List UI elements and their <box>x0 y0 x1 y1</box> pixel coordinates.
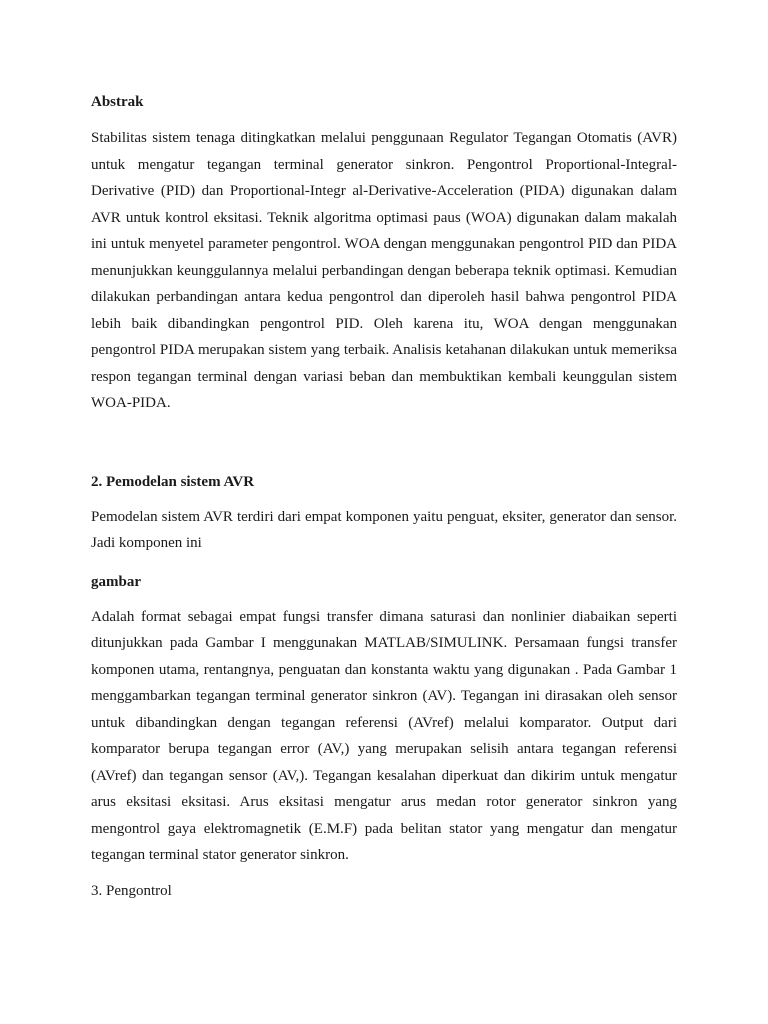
section-2-body: Adalah format sebagai empat fungsi transfer dimana saturasi dan nonlinier diabaikan seperti ditunjukkan pada Gambar I menggunakan MATLAB/SIMULINK. Persamaan fungsi transfer komponen utama, rentangnya, penguatan dan konstanta waktu yang digunakan . Pada Gambar 1 menggambarkan tegangan terminal generator sinkron (AV). Tegangan ini dirasakan oleh sensor untuk dibandingkan dengan tegangan referensi (AVref) melalui komparator. Output dari komparator berupa tegangan error (AV,) yang merupakan selisih antara tegangan referensi (AVref) dan tegangan sensor (AV,). Tegangan kesalahan diperkuat dan dikirim untuk mengatur arus eksitasi eksitasi. Arus eksitasi mengatur arus medan rotor generator sinkron yang mengontrol gaya elektromagnetik (E.M.F) pada belitan stator yang mengatur dan mengatur tegangan terminal stator generator sinkron. <box>91 608 677 863</box>
abstract-body: Stabilitas sistem tenaga ditingkatkan melalui penggunaan Regulator Tegangan Otomatis (AVR) untuk mengatur tegangan terminal generator sinkron. Pengontrol Proportional-Integral-Derivative (PID) dan Proportional-Integr al-Derivative-Acceleration (PIDA) digunakan dalam AVR untuk kontrol eksitasi. Teknik algoritma optimasi paus (WOA) digunakan dalam makalah ini untuk menyetel parameter pengontrol. WOA dengan menggunakan pengontrol PID dan PIDA menunjukkan keunggulannya melalui perbandingan dengan beberapa teknik optimasi. Kemudian dilakukan perbandingan antara kedua pengontrol dan diperoleh hasil bahwa pengontrol PIDA lebih baik dibandingkan pengontrol PID. Oleh karena itu, WOA dengan menggunakan pengontrol PIDA merupakan sistem yang terbaik. Analisis ketahanan dilakukan untuk memeriksa respon tegangan terminal dengan variasi beban dan membuktikan kembali keunggulan sistem WOA-PIDA. <box>91 130 677 411</box>
abstract-heading: Abstrak <box>91 94 144 110</box>
section-3-heading: 3. Pengontrol <box>91 882 172 899</box>
section-2-heading: 2. Pemodelan sistem AVR <box>91 473 255 490</box>
section-2-intro: Pemodelan sistem AVR terdiri dari empat komponen yaitu penguat, eksiter, generator dan sensor. Jadi komponen ini <box>91 508 677 551</box>
figure-placeholder-label: gambar <box>91 573 141 590</box>
document-page <box>91 92 677 901</box>
